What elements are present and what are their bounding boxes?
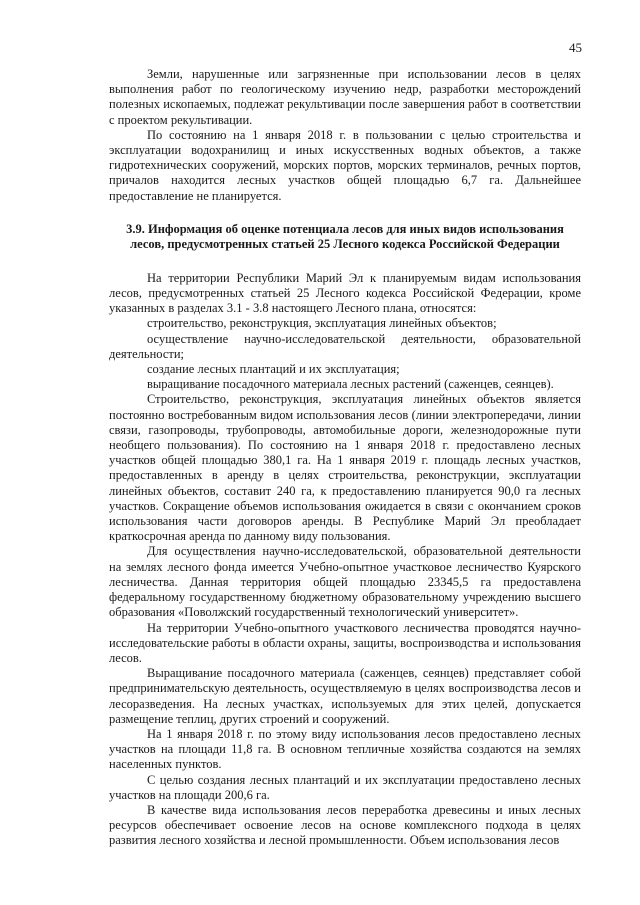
paragraph: Строительство, реконструкция, эксплуатация линейных объектов является постоянно востребованным видом использования лесов (линии электропередачи, линии связи, газопроводы, трубопроводы, автомобильные дороги, железнодорожные пути необщего пользования). По состоянию на 1 января 2018 г. предоставлено лесных участков общей площадью 380,1 га. На 1 января 2019 г. площадь лесных участков, предоставленных в аренду в целях строительства, реконструкции, эксплуатации линейных объектов, составит 240 га, к предоставлению планируется 90,0 га лесных участков. Сокращение объемов использования ожидается в связи с окончанием сроков использования части договоров аренды. В Республике Марий Эл преобладает краткосрочная аренда по данному виду пользования. xyxy=(109,392,581,544)
paragraph: На территории Республики Марий Эл к планируемым видам использования лесов, предусмотренных статьей 25 Лесного кодекса Российской Федерации, кроме указанных в разделах 3.1 - 3.8 настоящего Лесного плана, относятся: xyxy=(109,270,581,316)
paragraph: На 1 января 2018 г. по этому виду использования лесов предоставлено лесных участков на площади 11,8 га. В основном тепличные хозяйства создаются на землях населенных пунктов. xyxy=(109,726,581,772)
document-body xyxy=(109,67,581,849)
paragraph: По состоянию на 1 января 2018 г. в пользовании с целью строительства и эксплуатации водохранилищ и иных искусственных водных объектов, а также гидротехнических сооружений, морских портов, морских терминалов, речных портов, причалов находится лесных участков общей площадью 6,7 га. Дальнейшее предоставление не планируется. xyxy=(109,127,581,203)
list-item: строительство, реконструкция, эксплуатация линейных объектов; xyxy=(147,316,497,331)
paragraph: Для осуществления научно-исследовательской, образовательной деятельности на землях лесного фонда имеется Учебно-опытное участковое лесничество Куярского лесничества. Данная территория общей площадью 23345,5 га предоставлена федеральному государственному бюджетному образовательному учреждению высшего образования «Поволжский государственный технологический университет». xyxy=(109,544,581,620)
paragraph: На территории Учебно-опытного участкового лесничества проводятся научно-исследовательские работы в области охраны, защиты, воспроизводства и использования лесов. xyxy=(109,620,581,665)
section-heading: 3.9. Информация об оценке потенциала лесов для иных видов использования лесов, предусмотренных статьей 25 Лесного кодекса Российской Федерации xyxy=(126,221,564,252)
list-item: создание лесных плантаций и их эксплуатация; xyxy=(147,362,400,377)
paragraph: С целью создания лесных плантаций и их эксплуатации предоставлено лесных участков на площади 200,6 га. xyxy=(109,772,581,802)
paragraph: В качестве вида использования лесов переработка древесины и иных лесных ресурсов обеспечивает освоение лесов на основе комплексного подхода в целях развития лесного хозяйства и лесной промышленности. Объем использования лесов xyxy=(109,802,581,848)
list-item: выращивание посадочного материала лесных растений (саженцев, сеянцев). xyxy=(147,377,554,392)
list-item: осуществление научно-исследовательской деятельности, образовательной деятельности; xyxy=(109,331,581,361)
paragraph: Выращивание посадочного материала (саженцев, сеянцев) представляет собой предпринимательскую деятельность, осуществляемую в целях воспроизводства лесов и лесоразведения. На лесных участках, используемых для этих целей, допускается размещение теплиц, других строений и сооружений. xyxy=(109,666,581,726)
paragraph: Земли, нарушенные или загрязненные при использовании лесов в целях выполнения работ по геологическому изучению недр, разработки месторождений полезных ископаемых, подлежат рекультивации после завершения работ в соответствии с проектом рекультивации. xyxy=(109,67,581,127)
page-number: 45 xyxy=(569,40,582,55)
